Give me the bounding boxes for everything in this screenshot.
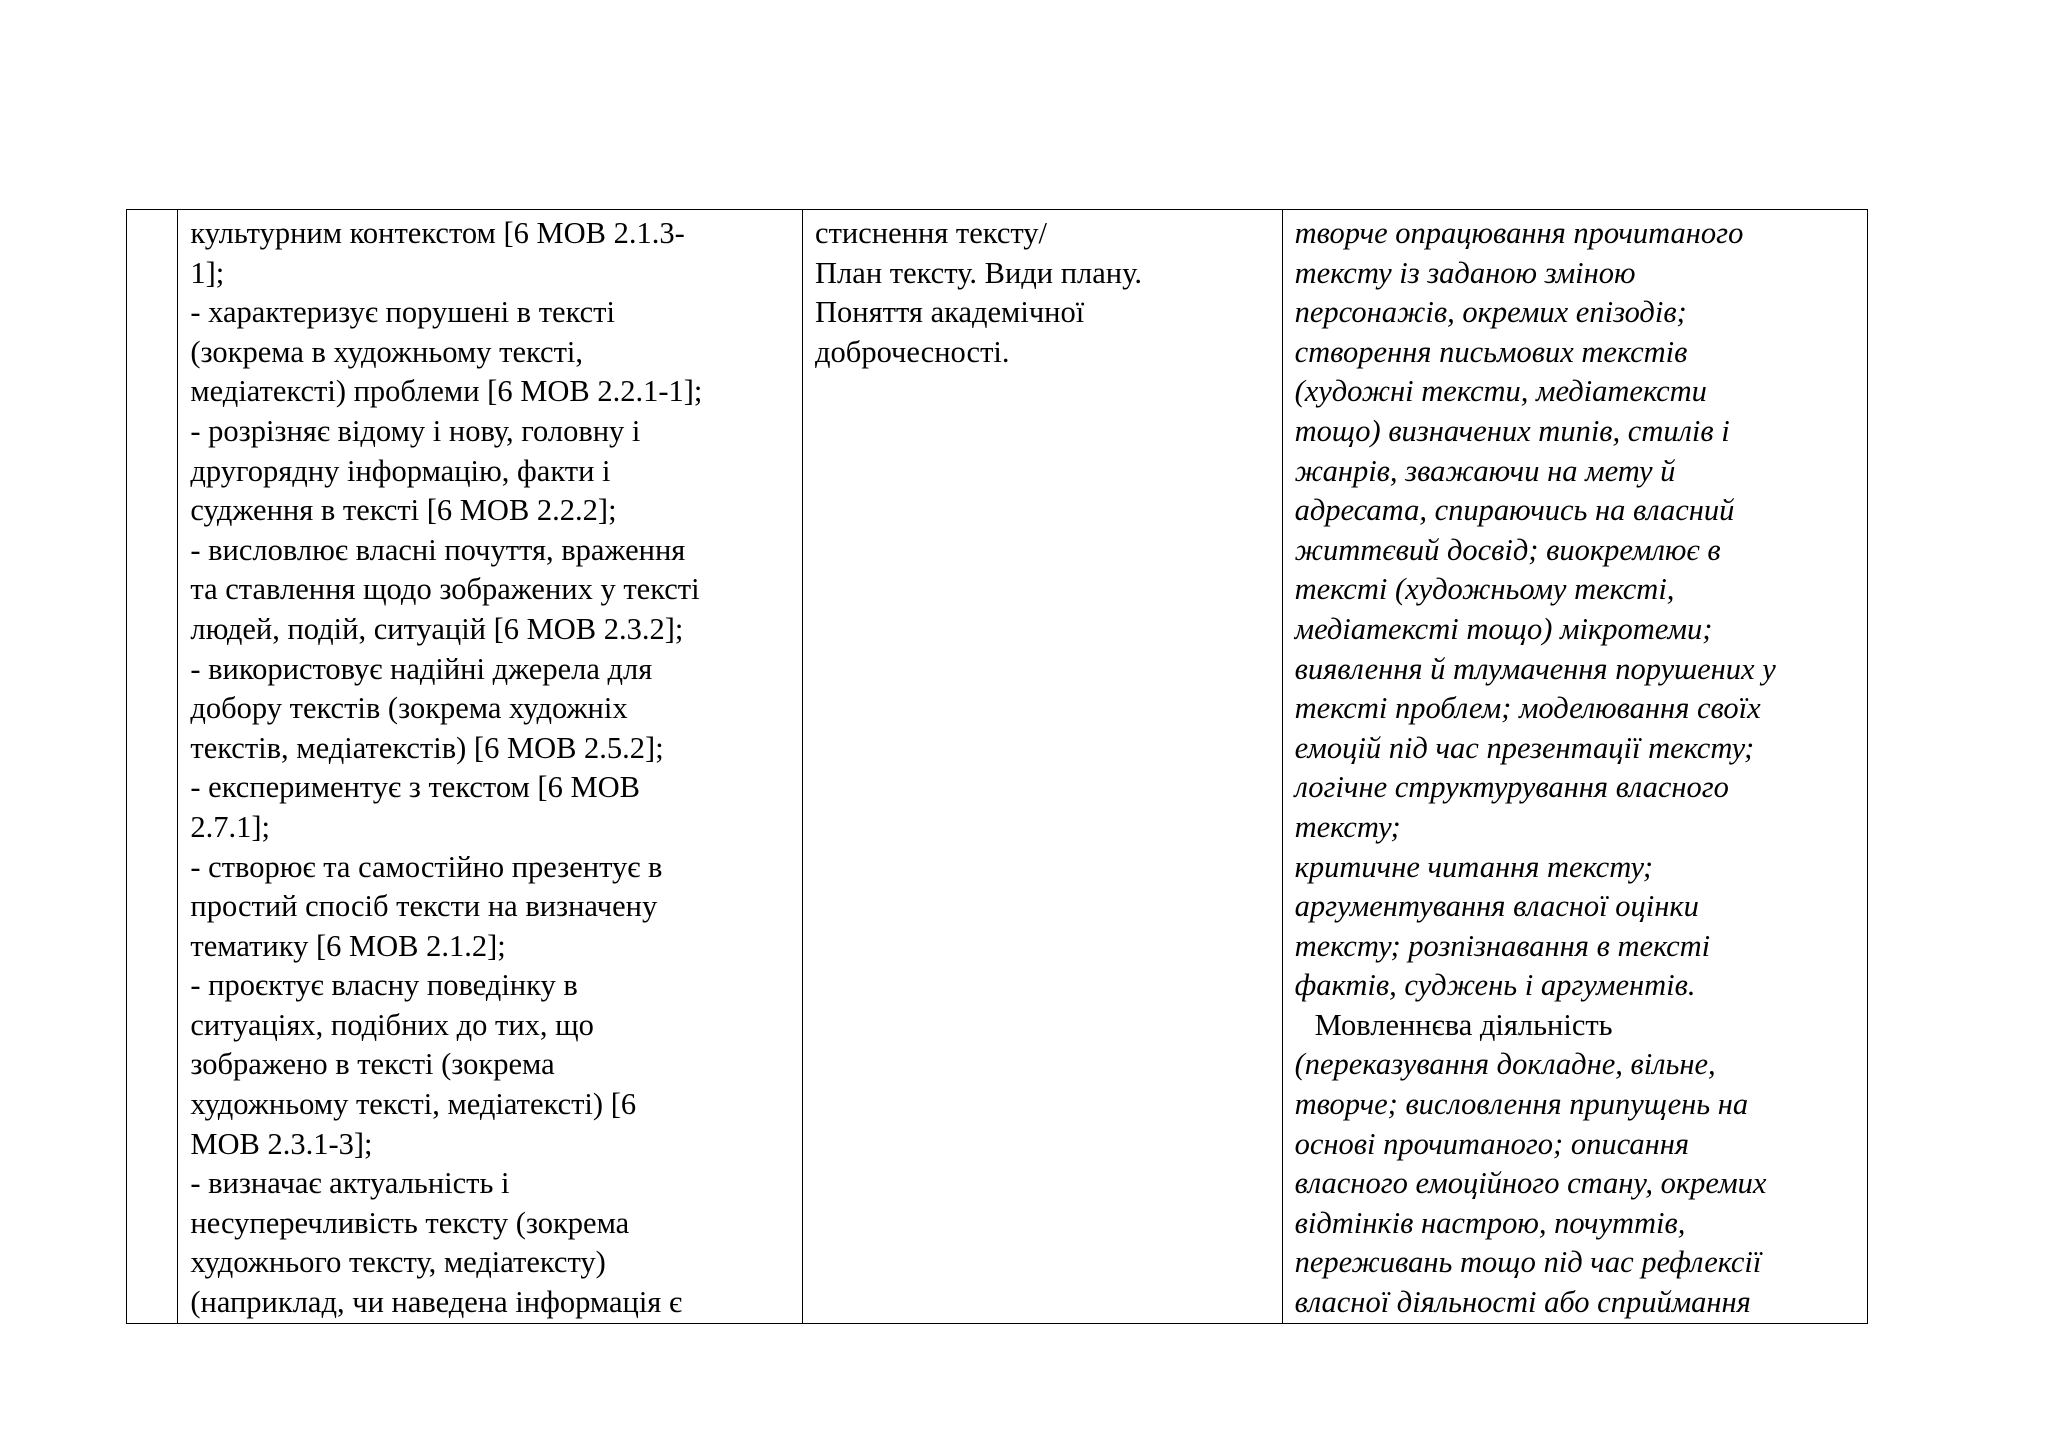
text-line: тексту; <box>1294 809 1401 844</box>
text-line: - висловлює власні почуття, враження <box>190 532 686 567</box>
text-line: ситуаціях, подібних до тих, що <box>190 1007 594 1042</box>
text-line: тексті (художньому тексті, <box>1294 572 1675 607</box>
text-line: другорядну інформацію, факти і <box>190 453 611 488</box>
text-line: жанрів, зважаючи на мету й <box>1294 453 1676 488</box>
text-line: логічне структурування власного <box>1294 770 1729 805</box>
text-line: персонажів, окремих епізодів; <box>1294 295 1687 330</box>
content-text <box>815 214 1272 372</box>
text-line: фактів, суджень і аргументів. <box>1294 968 1696 1003</box>
text-line: доброчесності. <box>815 334 1010 369</box>
text-line: - експериментує з текстом [6 МОВ <box>190 770 640 805</box>
text-line: - проєктує власну поведінку в <box>190 968 578 1003</box>
text-line: - характеризує порушені в тексті <box>190 295 615 330</box>
activities-cell <box>1282 210 1867 1324</box>
expected-results-cell <box>178 210 803 1324</box>
text-line: 1]; <box>190 255 225 290</box>
text-line: (зокрема в художньому тексті, <box>190 334 584 369</box>
text-line: власного емоційного стану, окремих <box>1294 1166 1767 1201</box>
text-line: тексті проблем; моделювання своїх <box>1294 691 1761 726</box>
expected-results-text <box>190 214 792 1323</box>
text-line: судження в тексті [6 МОВ 2.2.2]; <box>190 493 617 528</box>
text-line: критичне читання тексту; <box>1294 849 1654 884</box>
text-line: тощо) визначених типів, стилів і <box>1294 413 1730 448</box>
text-line: художньому тексті, медіатексті) [6 <box>190 1087 637 1122</box>
text-line: створення письмових текстів <box>1294 334 1688 369</box>
table-row <box>127 210 1868 1324</box>
text-line: людей, подій, ситуацій [6 МОВ 2.3.2]; <box>190 611 684 646</box>
text-line: - визначає актуальність і <box>190 1166 510 1201</box>
text-line: художнього тексту, медіатексту) <box>190 1245 606 1280</box>
text-line: творче; висловлення припущень на <box>1294 1087 1749 1122</box>
text-line: культурним контекстом [6 МОВ 2.1.3- <box>190 216 685 250</box>
text-line: тексту; розпізнавання в тексті <box>1294 928 1711 963</box>
text-line: (наприклад, чи наведена інформація є <box>190 1285 683 1320</box>
speech-activity-heading: Мовленнєва діяльність <box>1314 1007 1613 1042</box>
text-line: - використовує надійні джерела для <box>190 651 653 686</box>
text-line: та ставлення щодо зображених у тексті <box>190 572 700 607</box>
text-line: відтінків настрою, почуттів, <box>1294 1205 1686 1240</box>
text-line: тексту із заданою зміною <box>1294 255 1636 290</box>
text-line: МОВ 2.3.1-3]; <box>190 1126 373 1161</box>
content-cell <box>803 210 1283 1324</box>
text-line: Поняття академічної <box>815 295 1085 330</box>
text-line: - розрізняє відому і нову, головну і <box>190 413 641 448</box>
text-line: - створює та самостійно презентує в <box>190 849 663 884</box>
text-line: простий спосіб тексти на визначену <box>190 889 658 924</box>
text-line: (переказування докладне, вільне, <box>1294 1047 1716 1082</box>
text-line: творче опрацювання прочитаного <box>1294 216 1744 250</box>
text-line: емоцій під час презентації тексту; <box>1294 730 1755 765</box>
curriculum-table <box>126 209 1868 1324</box>
text-line: медіатексті тощо) мікротеми; <box>1294 611 1713 646</box>
number-cell <box>127 210 178 1324</box>
text-line: текстів, медіатекстів) [6 МОВ 2.5.2]; <box>190 730 664 765</box>
text-line: стиснення тексту/ <box>815 216 1048 250</box>
text-line: 2.7.1]; <box>190 809 271 844</box>
text-line: несуперечливість тексту (зокрема <box>190 1205 630 1240</box>
text-line: добору текстів (зокрема художніх <box>190 691 628 726</box>
text-line: тематику [6 МОВ 2.1.2]; <box>190 928 506 963</box>
text-line: аргументування власної оцінки <box>1294 889 1699 924</box>
text-line: основі прочитаного; описання <box>1294 1126 1690 1161</box>
speech-activity-text-italic <box>1295 1045 1857 1322</box>
activities-text-italic <box>1295 214 1857 1006</box>
text-line: життєвий досвід; виокремлює в <box>1294 532 1721 567</box>
text-line: власної діяльності або сприймання <box>1294 1285 1751 1320</box>
text-line: (художні тексти, медіатексти <box>1294 374 1707 409</box>
text-line: переживань тощо під час рефлексії <box>1294 1245 1762 1280</box>
text-line: медіатексті) проблеми [6 МОВ 2.2.1-1]; <box>190 374 703 409</box>
text-line: зображено в тексті (зокрема <box>190 1047 555 1082</box>
text-line: виявлення й тлумачення порушених у <box>1294 651 1776 686</box>
text-line: План тексту. Види плану. <box>815 255 1142 290</box>
text-line: адресата, спираючись на власний <box>1294 493 1735 528</box>
